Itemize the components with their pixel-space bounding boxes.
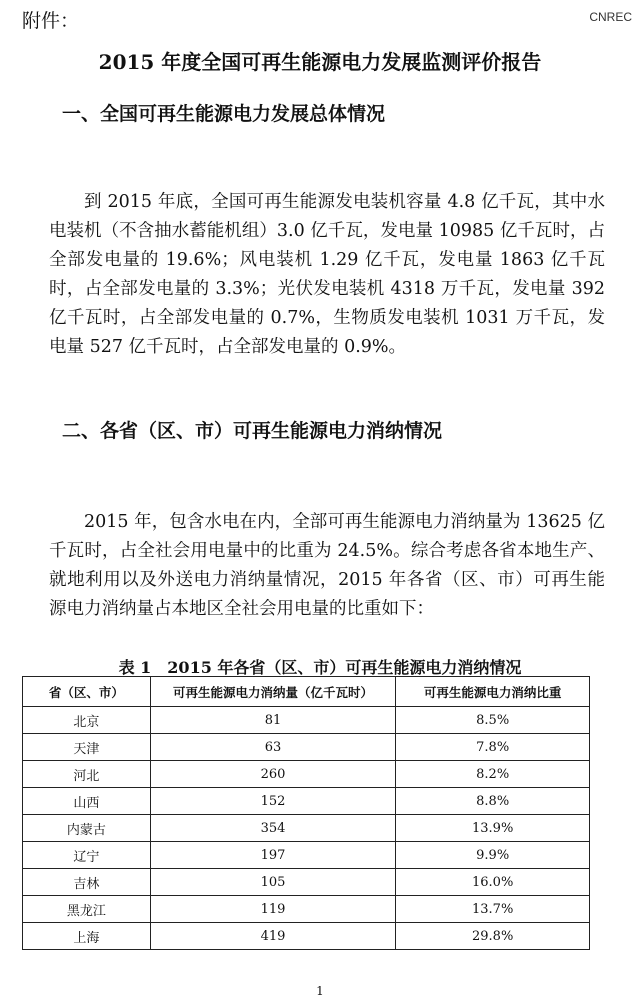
cell-share: 7.8% <box>396 734 590 761</box>
section-paragraph-provinces: 2015 年，包含水电在内，全部可再生能源电力消纳量为 13625 亿千瓦时，占全社会用电量中的比重为 24.5%。综合考虑各省本地生产、就地利用以及外送电力消纳量情况，2015 年各省（区、市）可再生能源电力消纳量占本地区全社会用电量的比重如下： <box>49 512 605 619</box>
page-title: 2015 年度全国可再生能源电力发展监测评价报告 <box>98 50 542 74</box>
table-header-row <box>23 677 590 707</box>
cell-region: 上海 <box>23 923 151 950</box>
cell-share: 8.8% <box>396 788 590 815</box>
table-row <box>23 815 590 842</box>
cell-region: 天津 <box>23 734 151 761</box>
cell-region: 山西 <box>23 788 151 815</box>
cell-share: 13.9% <box>396 815 590 842</box>
section-paragraph-overall: 到 2015 年底，全国可再生能源发电装机容量 4.8 亿千瓦，其中水电装机（不含抽水蓄能机组）3.0 亿千瓦，发电量 10985 亿千瓦时，占全部发电量的 19.6%；风电装机 1.29 亿千瓦，发电量 1863 亿千瓦时，占全部发电量的 3.3%；光伏发电装机 4318 万千瓦，发电量 392 亿千瓦时，占全部发电量的 0.7%，生物质发电装机 1031 万千瓦，发电量 527 亿千瓦时，占全部发电量的 0.9%。 <box>49 192 605 357</box>
table-row <box>23 788 590 815</box>
cell-amount: 260 <box>150 761 396 788</box>
cell-amount: 152 <box>150 788 396 815</box>
cell-amount: 419 <box>150 923 396 950</box>
consumption-table <box>22 676 590 950</box>
table-row <box>23 923 590 950</box>
cell-share: 8.2% <box>396 761 590 788</box>
section-heading-overall: 一、全国可再生能源电力发展总体情况 <box>62 103 386 125</box>
cell-region: 北京 <box>23 707 151 734</box>
cell-region: 河北 <box>23 761 151 788</box>
table-row <box>23 869 590 896</box>
table-row <box>23 896 590 923</box>
section-heading-provinces: 二、各省（区、市）可再生能源电力消纳情况 <box>62 420 443 442</box>
cell-share: 9.9% <box>396 842 590 869</box>
cell-region: 内蒙古 <box>23 815 151 842</box>
attachment-label: 附件： <box>22 10 80 32</box>
column-header-amount: 可再生能源电力消纳量（亿千瓦时） <box>150 677 396 707</box>
table-row <box>23 761 590 788</box>
cell-share: 8.5% <box>396 707 590 734</box>
table-row <box>23 707 590 734</box>
cell-amount: 81 <box>150 707 396 734</box>
cell-region: 辽宁 <box>23 842 151 869</box>
cell-amount: 119 <box>150 896 396 923</box>
cell-amount: 354 <box>150 815 396 842</box>
table-row <box>23 842 590 869</box>
cell-amount: 197 <box>150 842 396 869</box>
column-header-share: 可再生能源电力消纳比重 <box>396 677 590 707</box>
cell-share: 16.0% <box>396 869 590 896</box>
cell-amount: 63 <box>150 734 396 761</box>
cell-region: 吉林 <box>23 869 151 896</box>
cell-region: 黑龙江 <box>23 896 151 923</box>
column-header-region: 省（区、市） <box>23 677 151 707</box>
page-number: 1 <box>316 984 324 998</box>
table-caption: 表 1 2015 年各省（区、市）可再生能源电力消纳情况 <box>118 658 522 677</box>
cell-share: 29.8% <box>396 923 590 950</box>
cell-amount: 105 <box>150 869 396 896</box>
cell-share: 13.7% <box>396 896 590 923</box>
watermark: CNREC <box>589 10 632 24</box>
table-row <box>23 734 590 761</box>
